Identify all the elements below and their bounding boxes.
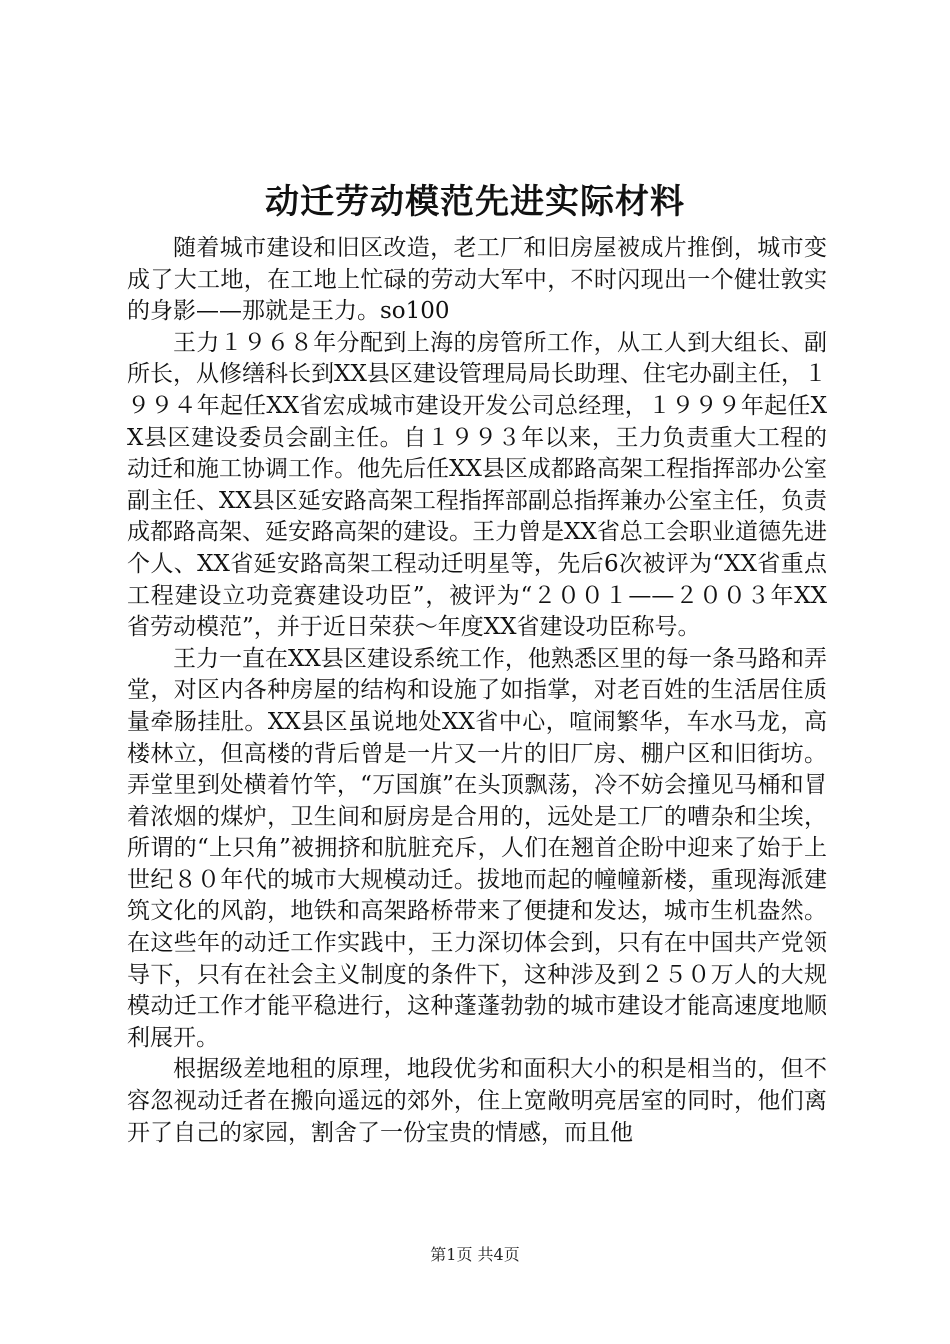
paragraph-4: 根据级差地租的原理，地段优劣和面积大小的积是相当的，但不容忽视动迁者在搬向遥远的郊外，住上宽敞明亮居室的同时，他们离开了自己的家园，割舍了一份宝贵的情感，而且他 bbox=[127, 1056, 827, 1146]
paragraph-2: 王力１９６８年分配到上海的房管所工作，从工人到大组长、副所长，从修缮科长到XX县区建设管理局局长助理、住宅办副主任，１９９４年起任XX省宏成城市建设开发公司总经理，１９９９年起任XX县区建设委员会副主任。自１９９３年以来，王力负责重大工程的动迁和施工协调工作。他先后任XX县区成都路高架工程指挥部办公室副主任、XX县区延安路高架工程指挥部副总指挥兼办公室主任，负责成都路高架、延安路高架的建设。王力曾是XX省总工会职业道德先进个人、XX省延安路高架工程动迁明星等，先后6次被评为“XX省重点工程建设立功竞赛建设功臣”，被评为“２００１——２００３年XX省劳动模范”，并于近日荣获～年度XX省建设功臣称号。 bbox=[127, 329, 827, 641]
paragraph-3: 王力一直在XX县区建设系统工作，他熟悉区里的每一条马路和弄堂，对区内各种房屋的结构和设施了如指掌，对老百姓的生活居住质量牵肠挂肚。XX县区虽说地处XX省中心，喧闹繁华，车水马龙，高楼林立，但高楼的背后曾是一片又一片的旧厂房、棚户区和旧街坊。弄堂里到处横着竹竿，“万国旗”在头顶飘荡，冷不妨会撞见马桶和冒着浓烟的煤炉，卫生间和厨房是合用的，远处是工厂的嘈杂和尘埃，所谓的“上只角”被拥挤和肮脏充斥，人们在翘首企盼中迎来了始于上世纪８０年代的城市大规模动迁。拔地而起的幢幢新楼，重现海派建筑文化的风韵，地铁和高架路桥带来了便捷和发达，城市生机盎然。在这些年的动迁工作实践中，王力深切体会到，只有在中国共产党领导下，只有在社会主义制度的条件下，这种涉及到２５０万人的大规模动迁工作才能平稳进行，这种蓬蓬勃勃的城市建设才能高速度地顺利展开。 bbox=[127, 645, 827, 1051]
paragraph-1: 随着城市建设和旧区改造，老工厂和旧房屋被成片推倒，城市变成了大工地，在工地上忙碌的劳动大军中，不时闪现出一个健壮敦实的身影——那就是王力。so100 bbox=[127, 235, 827, 325]
document-title: 动迁劳动模范先进实际材料 bbox=[265, 182, 685, 222]
page-footer: 第1页 共4页 bbox=[430, 1245, 520, 1264]
document-body bbox=[127, 233, 827, 1149]
